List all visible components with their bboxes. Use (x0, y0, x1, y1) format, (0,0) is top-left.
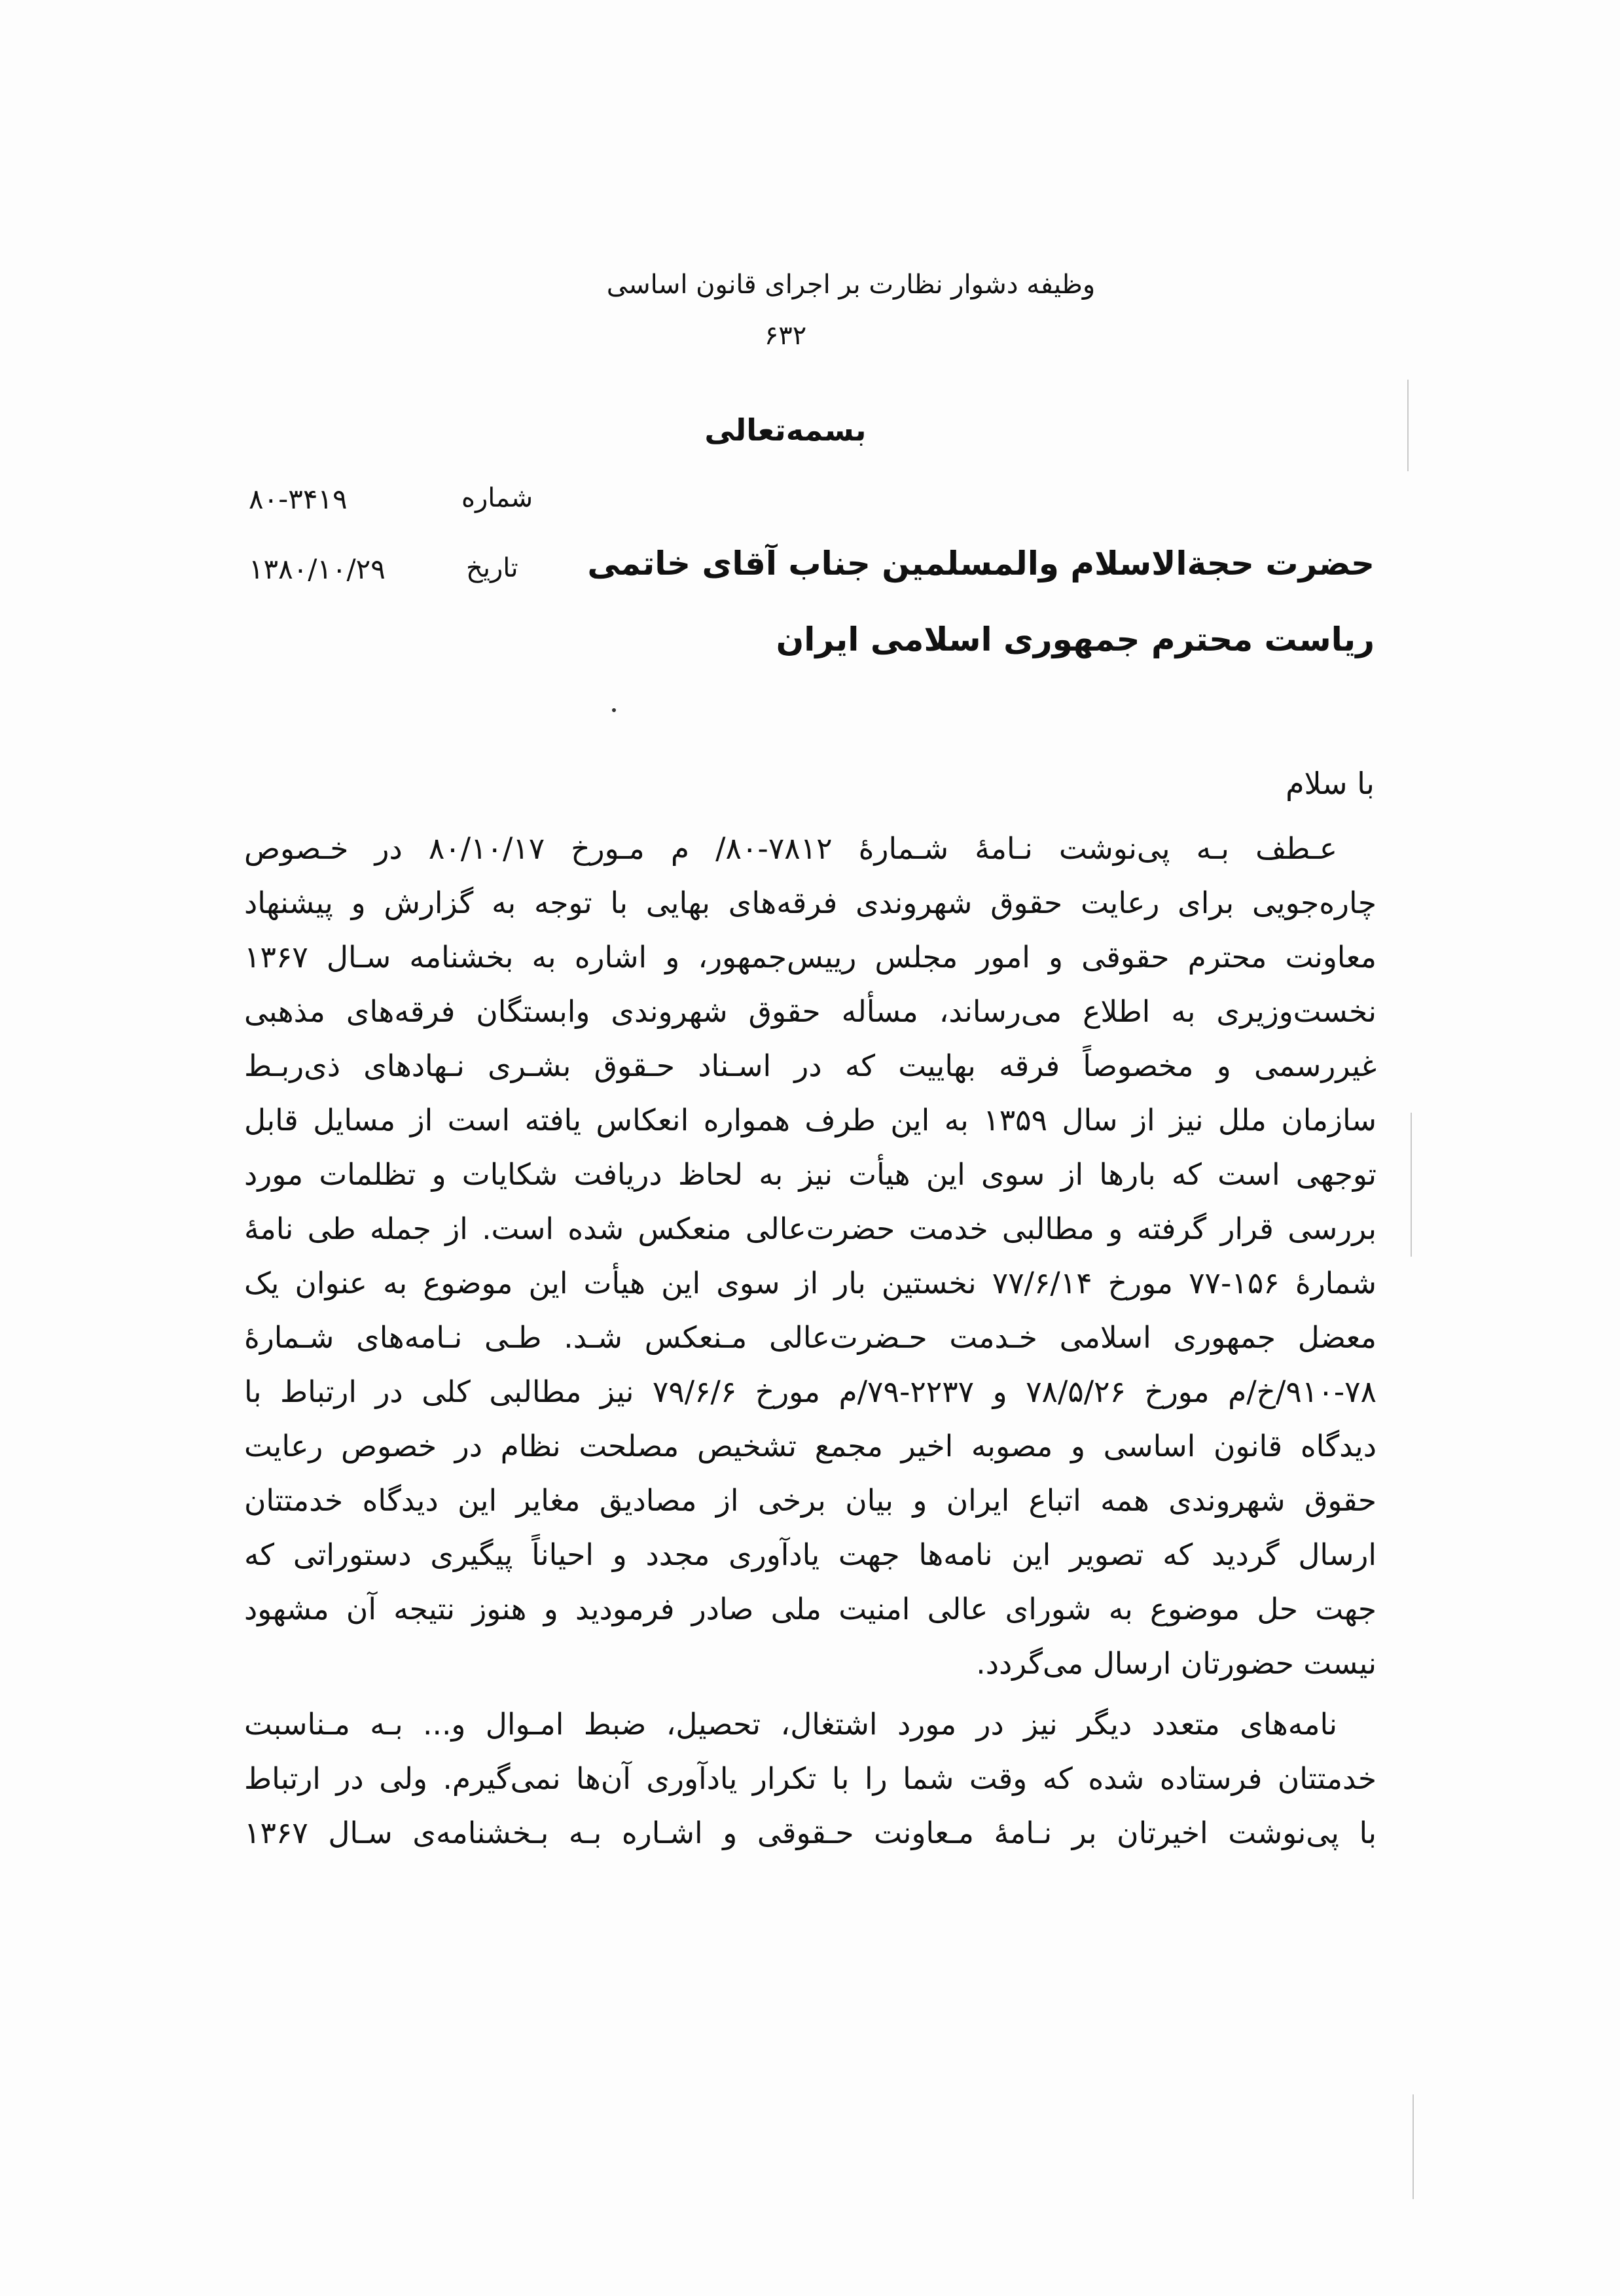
paragraph-2 (244, 1697, 1377, 1860)
body-line: توجهی است که بارها از سوی این هیأت نیز به لحاظ دریافت شکایات و تظلمات مورد (244, 1157, 1377, 1192)
date-label: تاریخ (466, 553, 518, 583)
running-title: وظیفه دشوار نظارت بر اجرای قانون اساسی (606, 270, 1096, 300)
body-line: خدمتتان فرستاده شده که وقت شما را با تکرار یادآوری آن‌ها نمی‌گیرم. ولی در ارتباط (244, 1761, 1377, 1796)
body-line: سازمان ملل نیز از سال ۱۳۵۹ به این طرف همواره انعکاس یافته است از مسایل قابل (244, 1103, 1377, 1138)
scan-edge-mark (1413, 2094, 1414, 2199)
paragraph-1 (244, 821, 1377, 1691)
body-line: با پی‌نوشت اخیرتان بر نـامهٔ مـعاونت حـقوقی و اشـاره بـه بـخشنامه‌ی سـال ۱۳۶۷ (244, 1816, 1377, 1850)
body-line: نخست‌وزیری به اطلاع می‌رساند، مسأله حقوق شهروندی وابستگان فرقه‌های مذهبی (244, 994, 1377, 1029)
scan-edge-mark (1407, 380, 1409, 471)
body-line: معاونت محترم حقوقی و امور مجلس رییس‌جمهور، و اشاره به بخشنامه سـال ۱۳۶۷ (244, 940, 1377, 975)
page-number: ۶۳۲ (764, 321, 807, 351)
body-line: نیست حضورتان ارسال می‌گردد. (976, 1646, 1377, 1681)
body-line: معضل جمهوری اسلامی خـدمت حـضرت‌عالی مـنعکس شـد. طـی نـامه‌های شـمارهٔ (244, 1320, 1377, 1355)
body-line: ۹۱۰-۷۸/خ/م مورخ ۷۸/۵/۲۶ و ۲۲۳۷-۷۹/م مورخ ۷۹/۶/۶ نیز مطالبی کلی در ارتباط با (244, 1374, 1377, 1409)
addressee-line-2: ریاست محترم جمهوری اسلامی ایران (776, 620, 1375, 658)
number-label: شماره (461, 483, 533, 513)
letter-number: ۸۰-۳۴۱۹ (249, 483, 348, 515)
body-line: دیدگاه قانون اساسی و مصوبه اخیر مجمع تشخیص مصلحت نظام در خصوص رعایت (244, 1429, 1377, 1463)
body-line: چاره‌جویی برای رعایت حقوق شهروندی فرقه‌های بهایی با توجه به گزارش و پیشنهاد (244, 886, 1377, 920)
body-line: جهت حل موضوع به شورای عالی امنیت ملی صادر فرمودید و هنوز نتیجه آن مشهود (244, 1592, 1377, 1626)
body-line: عـطف بـه پی‌نوشت نـامهٔ شـمارهٔ ۷۸۱۲-۸۰/ م مـورخ ۸۰/۱۰/۱۷ در خـصوص (244, 831, 1337, 866)
body-line: بررسی قرار گرفته و مطالبی خدمت حضرت‌عالی منعکس شده است. از جمله طی نامهٔ (244, 1211, 1377, 1246)
invocation-heading: بسمه‌تعالی (704, 412, 867, 448)
addressee-line-1: حضرت حجة‌الاسلام والمسلمین جناب آقای خاتمی (587, 545, 1375, 583)
letter-date: ۱۳۸۰/۱۰/۲۹ (249, 553, 386, 585)
body-line: شمارهٔ ۱۵۶-۷۷ مورخ ۷۷/۶/۱۴ نخستین بار از سوی این هیأت این موضوع به عنوان یک (244, 1266, 1377, 1300)
body-line: نامه‌های متعدد دیگر نیز در مورد اشتغال، تحصیل، ضبط امـوال و... بـه مـناسبت (244, 1707, 1337, 1742)
scan-edge-mark (1411, 1113, 1412, 1257)
stray-dot (612, 708, 616, 712)
body-line: حقوق شهروندی همه اتباع ایران و بیان برخی از مصادیق مغایر این دیدگاه خدمتتان (244, 1483, 1377, 1518)
body-line: ارسال گردید که تصویر این نامه‌ها جهت یادآوری مجدد و احیاناً پیگیری دستوراتی که (244, 1537, 1377, 1572)
salutation: با سلام (1286, 766, 1375, 801)
body-line: غیررسمی و مخصوصاً فرقه بهاییت که در اسـناد حـقوق بشـری نـهادهای ذی‌ربـط (244, 1049, 1377, 1083)
